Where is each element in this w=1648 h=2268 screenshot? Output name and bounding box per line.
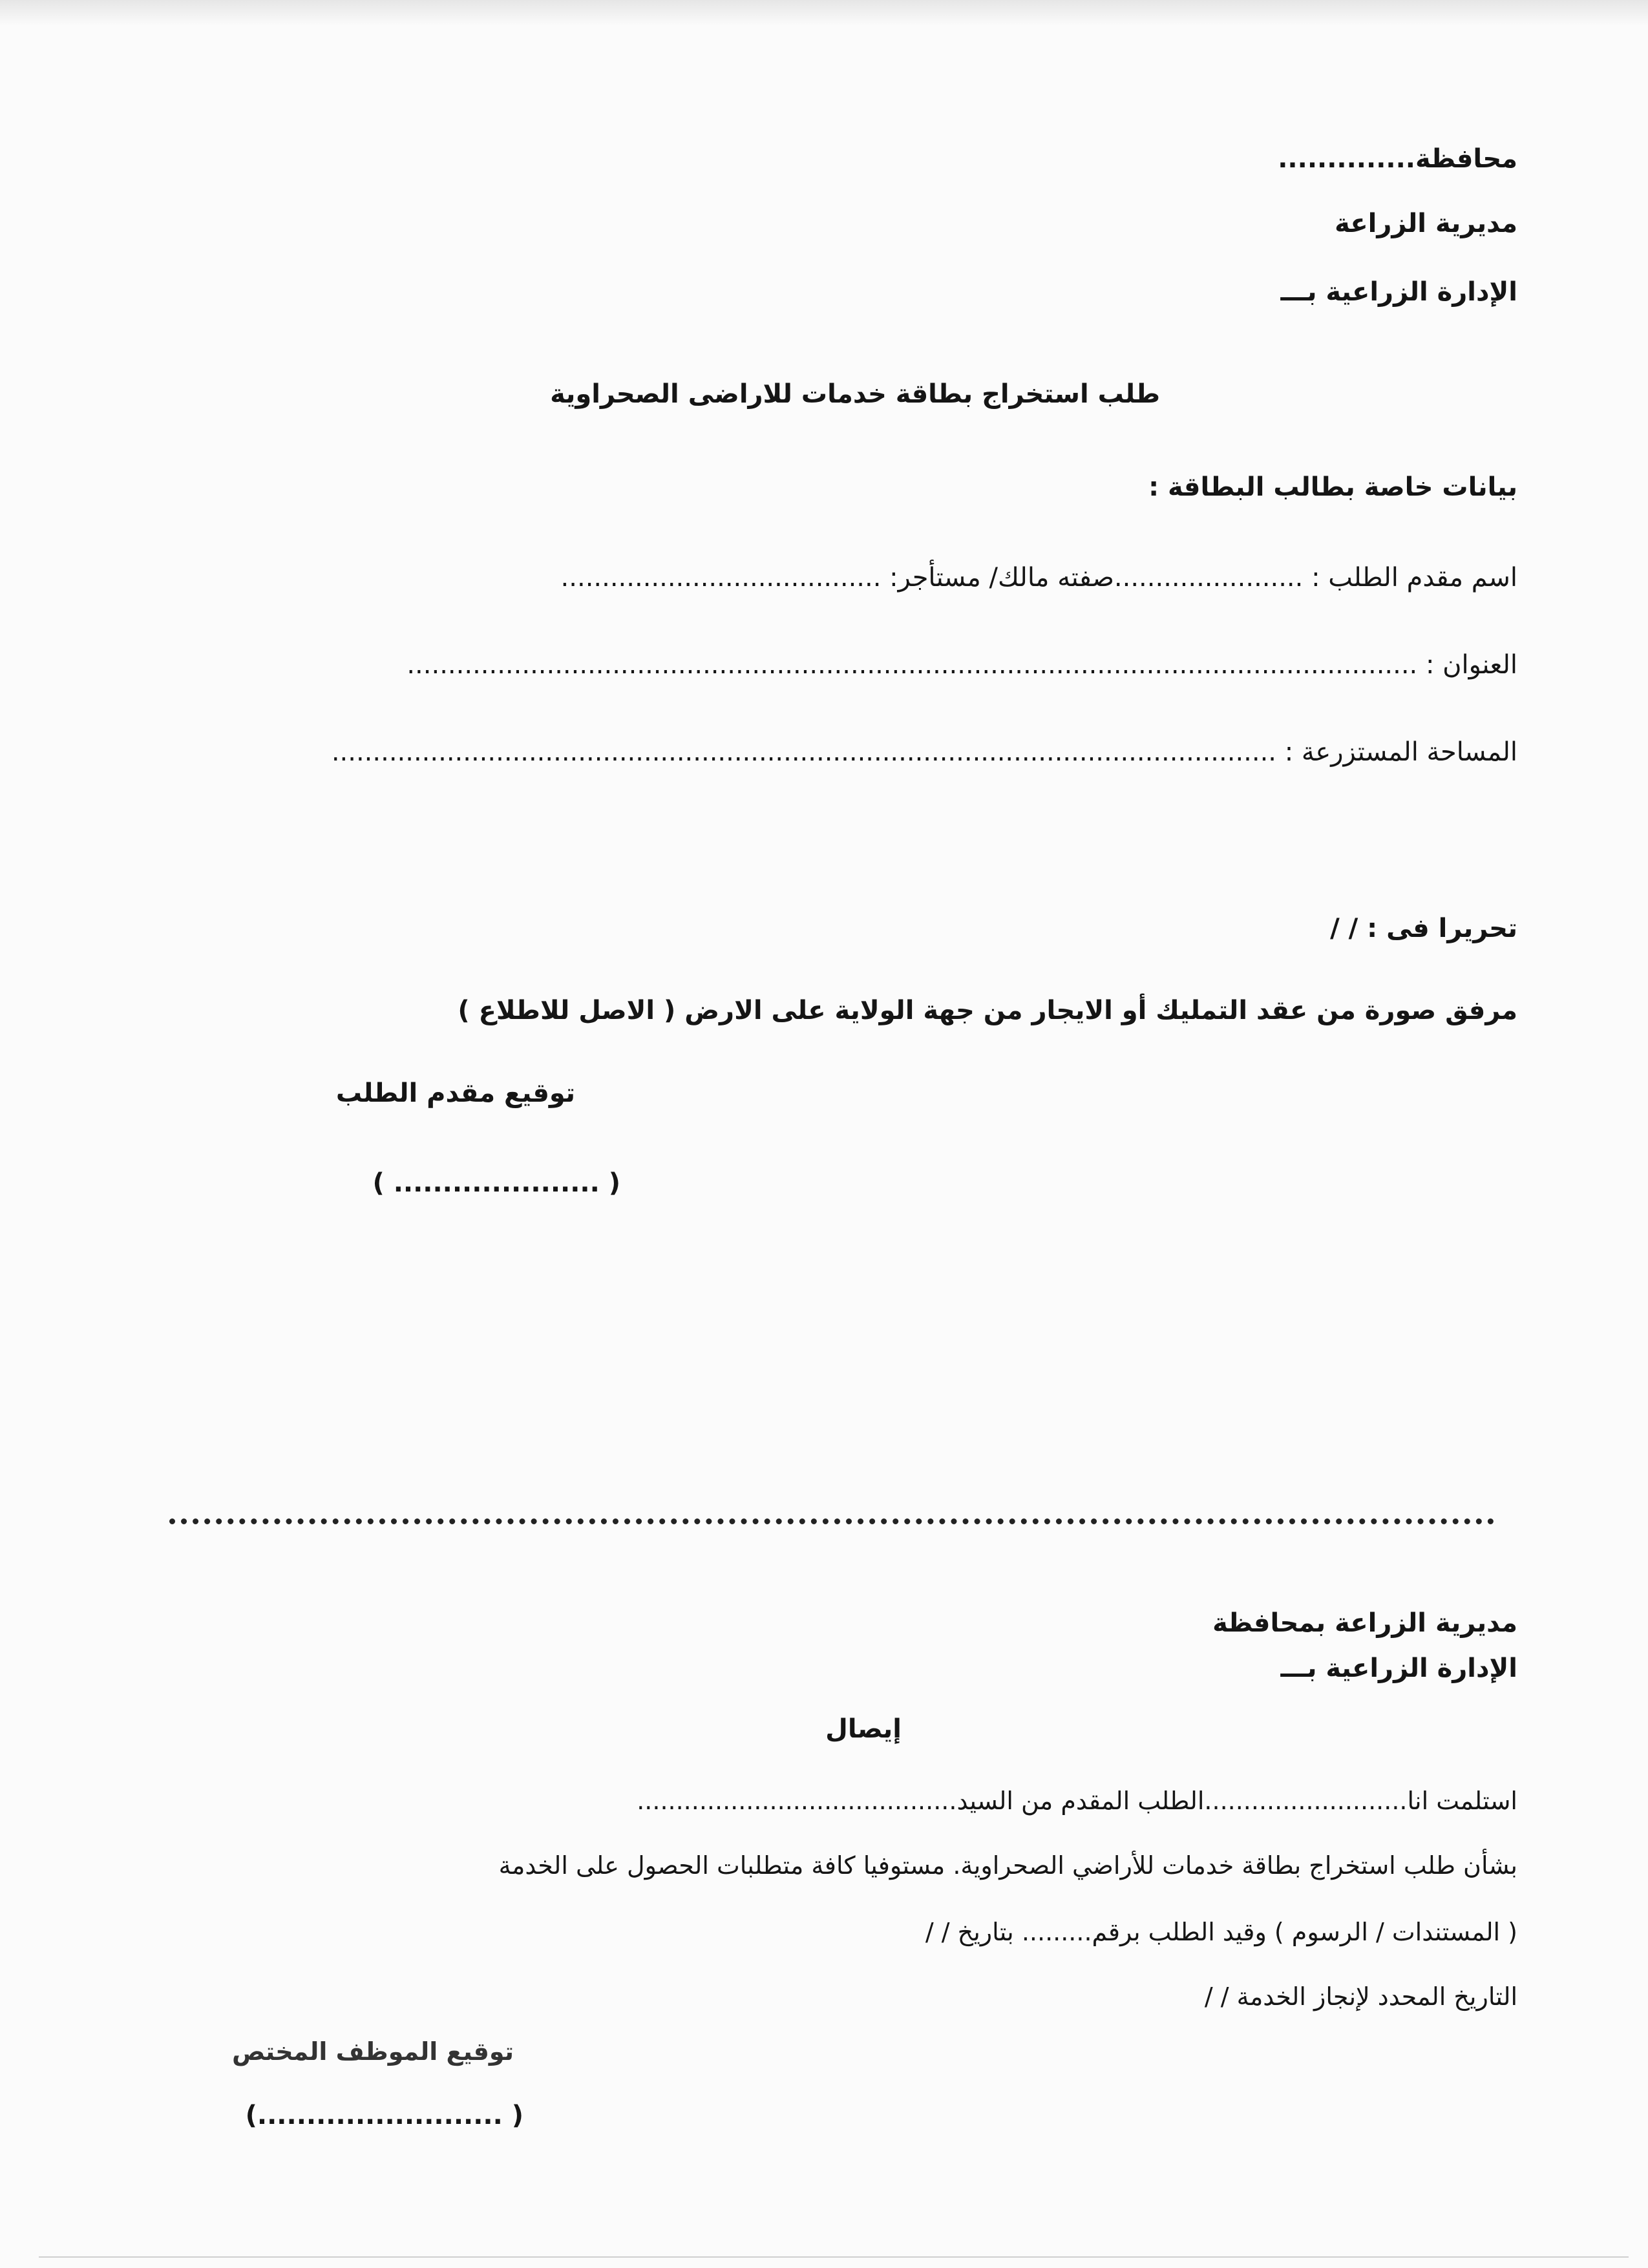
dotted-separator bbox=[169, 1518, 1494, 1524]
officer-signature-field: ( .........................) bbox=[245, 2101, 523, 2130]
receipt-line-received: استلمت انا..........................الطلب المقدم من السيد......................................... bbox=[637, 1787, 1517, 1815]
receipt-line-completion-date: التاريخ المحدد لإنجاز الخدمة / / bbox=[1204, 1982, 1517, 2011]
form-title: طلب استخراج بطاقة خدمات للاراضى الصحراوية bbox=[550, 379, 1160, 409]
receipt-line-documents: ( المستندات / الرسوم ) وقيد الطلب برقم......... بتاريخ / / bbox=[925, 1918, 1517, 1946]
cultivated-area-field: المساحة المستزرعة : ................................................................................................................... bbox=[331, 737, 1517, 767]
scan-edge-top bbox=[0, 0, 1648, 26]
department-line: الإدارة الزراعية بـــ bbox=[1280, 277, 1517, 307]
officer-signature-label: توقيع الموظف المختص bbox=[231, 2037, 514, 2066]
governorate-line: محافظة.............. bbox=[1278, 144, 1517, 174]
receipt-line-request: بشأن طلب استخراج بطاقة خدمات للأراضي الصحراوية. مستوفيا كافة متطلبات الحصول على الخدمة bbox=[498, 1851, 1517, 1880]
directorate-line: مديرية الزراعة bbox=[1335, 209, 1517, 238]
address-field: العنوان : ........................................................................................................................... bbox=[407, 650, 1517, 680]
receipt-directorate: مديرية الزراعة بمحافظة bbox=[1212, 1608, 1517, 1638]
receipt-department: الإدارة الزراعية بـــ bbox=[1280, 1654, 1517, 1683]
scan-edge-bottom bbox=[39, 2256, 1629, 2258]
attachment-note: مرفق صورة من عقد التمليك أو الايجار من جهة الولاية على الارض ( الاصل للاطلاع ) bbox=[458, 996, 1517, 1025]
applicant-signature-field: ( ..................... ) bbox=[372, 1168, 620, 1198]
applicant-name-field: اسم مقدم الطلب : .......................صفته مالك/ مستأجر: ....................................... bbox=[560, 563, 1517, 593]
applicant-signature-label: توقيع مقدم الطلب bbox=[335, 1078, 575, 1108]
section-heading: بيانات خاصة بطالب البطاقة : bbox=[1148, 472, 1517, 502]
date-line: تحريرا فى : / / bbox=[1330, 914, 1517, 943]
receipt-title: إيصال bbox=[825, 1714, 902, 1744]
